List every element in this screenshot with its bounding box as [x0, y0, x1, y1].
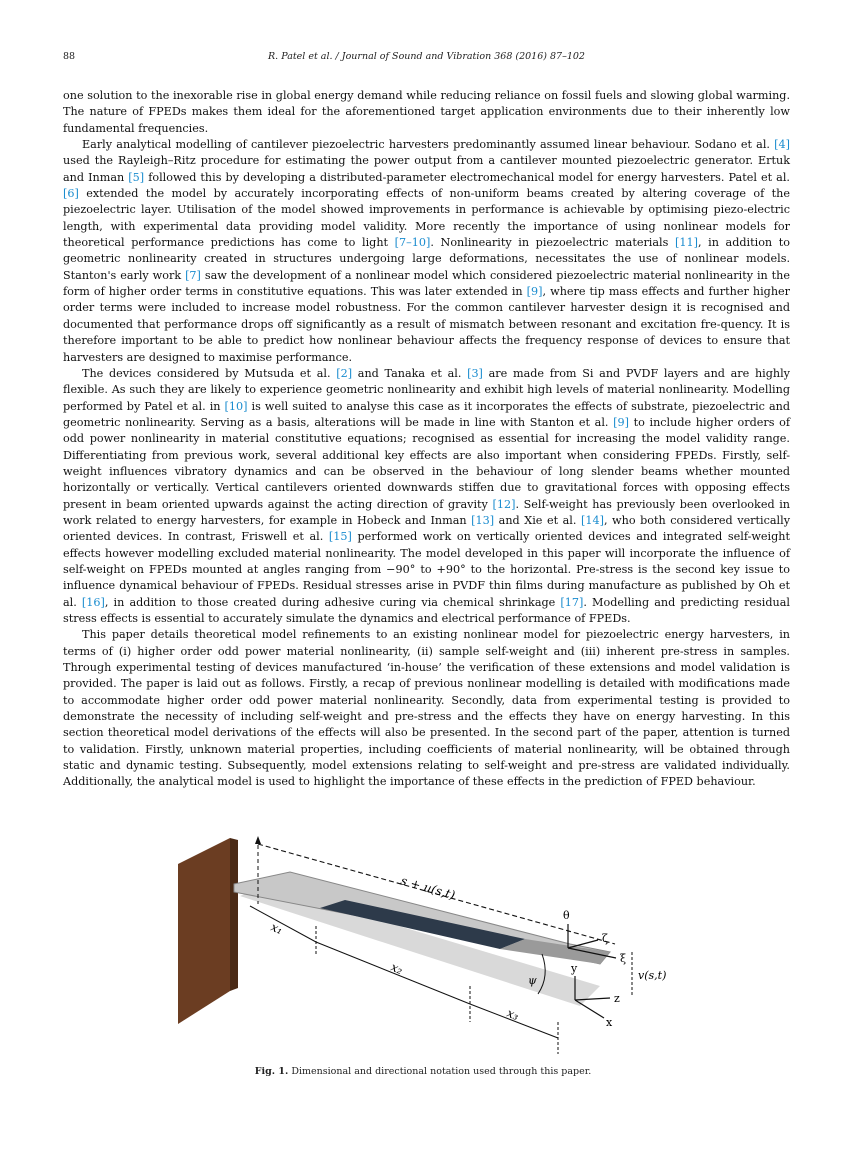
citation-link[interactable]: [5]	[128, 170, 145, 184]
paragraph-text: , in addition to geometric nonlinearity created in structures undergoing large deformations, necessitates the use of nonlinear models. Stanton's early work	[63, 236, 790, 282]
figure-1-diagram	[170, 826, 690, 1062]
citation-link[interactable]: [10]	[224, 399, 248, 413]
page-number: 88	[63, 51, 76, 62]
paragraph-text: , in addition to those created during adhesive curing via chemical shrinkage	[104, 595, 561, 609]
x-label: x	[606, 1016, 613, 1029]
citation-link[interactable]: [7]	[185, 268, 201, 282]
paragraph	[63, 366, 790, 628]
page-header	[63, 51, 790, 67]
citation-link[interactable]: [13]	[471, 513, 495, 527]
paragraph-text: are made from Si and PVDF layers and are highly flexible. As such they are likely to experience geometric nonlinearity and exhibit high levels of material nonlinearity. Modelling performed by Patel et al. in	[63, 366, 790, 413]
paragraph-text: performed work on vertically oriented devices and integrated self-weight effects however modelling excluded material nonlinearity. The model developed in this paper will incorporate the influence of self-weight on FPEDs mounted at angles ranging from −90° to +90° to the horizontal. Pre-stress is the second key issue to influence dynamical behaviour of FPEDs. Residual stresses arise in PVDF thin films during manufacture as published by Oh et al.	[63, 530, 790, 609]
clamp-block	[178, 838, 230, 1024]
psi-label: ψ	[528, 974, 537, 987]
clamp-side	[230, 838, 238, 991]
paragraph	[63, 627, 790, 790]
x1-label: x₁	[268, 919, 285, 938]
citation-link[interactable]: [16]	[81, 595, 105, 609]
y-label: y	[571, 962, 578, 975]
figure-caption	[0, 1066, 846, 1077]
citation-link[interactable]: [9]	[526, 285, 543, 299]
paragraph-text: is well suited to analyse this case as it incorporates the effects of substrate, piezoelectric and geometric nonlinearity. Serving as a basis, alterations will be made in line with Stanton et al.	[63, 399, 790, 429]
running-title: R. Patel et al. / Journal of Sound and Vibration 368 (2016) 87–102	[268, 51, 585, 62]
paragraph-text: This paper details theoretical model refinements to an existing nonlinear model for piezoelectric energy harvesters, in terms of (i) higher order odd power material nonlinearity, (ii) sample self-weight and (iii) inherent pre-stress in samples. Through experimental testing of devices manufactured ‘in-house’ the verification of these extensions and model validation is provided. The paper is laid out as follows. Firstly, a recap of previous nonlinear modelling is detailed with modifications made to accommodate higher order odd power material nonlinearity. Secondly, data from experimental testing is provided to demonstrate the necessity of including self-weight and pre-stress and the effects they have on energy harvesting. In this section theoretical model derivations of the effects will also be presented. In the second part of the paper, attention is turned to validation. Firstly, unknown material properties, including coefficients of material nonlinearity, will be obtained through static and dynamic testing. Subsequently, model extensions relating to self-weight and pre-stress are validated individually. Additionally, the analytical model is used to highlight the importance of these effects in the prediction of FPED behaviour.	[63, 628, 790, 789]
paragraph-text: and Tanaka et al.	[352, 366, 468, 380]
citation-link[interactable]: [6]	[63, 187, 79, 201]
paragraph-text: . Self-weight has previously been overlooked in work related to energy harvesters, for example in Hobeck and Inman	[63, 497, 791, 527]
paragraph-text: used the Rayleigh–Ritz procedure for estimating the power output from a cantilever mounted piezoelectric generator. Ertuk and Inman	[63, 154, 790, 184]
paragraph-text: . Nonlinearity in piezoelectric materials	[430, 236, 675, 250]
arc-length-label: s + u(s,t)	[399, 873, 457, 903]
body-text	[63, 88, 790, 791]
arrow-head	[255, 836, 261, 844]
citation-link[interactable]: [14]	[580, 513, 604, 527]
paragraph	[63, 137, 790, 366]
v-label: v(s,t)	[638, 969, 667, 982]
zeta-label: ζ	[602, 932, 608, 945]
x3-label: x₃	[504, 1005, 521, 1024]
paragraph-text: Early analytical modelling of cantilever piezoelectric harvesters predominantly assumed linear behaviour. Sodano et al.	[82, 138, 775, 152]
paragraph-text: . Modelling and predicting residual stress effects is essential to accurately simulate the dynamics and electrical performance of FPEDs.	[63, 595, 790, 625]
caption-text: Dimensional and directional notation used through this paper.	[291, 1066, 592, 1077]
paragraph-text: to include higher orders of odd power nonlinearity in material constitutive equations; recognised as essential for increasing the model validity range. Differentiating from previous work, several additional key effects are also important when considering FPEDs. Firstly, self-weight influences vibratory dynamics and can be observed in the behaviour of long slender beams whether mounted horizontally or vertically. Vertical cantilevers oriented downwards stiffen due to gravitational forces with opposing effects present in beam oriented upwards against the acting direction of gravity	[63, 415, 790, 511]
caption-label: Fig. 1.	[254, 1066, 289, 1077]
paragraph-text: followed this by developing a distributed-parameter electromechanical model for energy harvesters. Patel et al.	[144, 170, 790, 184]
paragraph-text: , where tip mass effects and further higher order terms were included to increase model robustness. For the common cantilever harvester design it is recognised and documented that performance drops off significantly as a result of mismatch between resonant and excitation fre-quency. It is therefore important to be able to predict how nonlinear behaviour affects the frequency response of devices to ensure that harvesters are designed to maximise performance.	[63, 285, 790, 364]
x2-label: x₂	[388, 959, 405, 978]
citation-link[interactable]: [17]	[560, 595, 584, 609]
x-axis	[575, 1000, 604, 1018]
z-label: z	[614, 992, 620, 1005]
citation-link[interactable]: [7–10]	[394, 236, 431, 250]
citation-link[interactable]: [2]	[336, 366, 353, 380]
citation-link[interactable]: [9]	[613, 415, 629, 429]
paragraph-text: one solution to the inexorable rise in global energy demand while reducing reliance on fossil fuels and slowing global warming. The nature of FPEDs makes them ideal for the aforementioned target application environments due to their inherently low fundamental frequencies.	[63, 89, 790, 135]
paragraph	[63, 88, 790, 137]
paragraph-text: and Xie et al.	[494, 513, 581, 527]
citation-link[interactable]: [12]	[492, 497, 516, 511]
xi-label: ξ	[620, 952, 627, 965]
citation-link[interactable]: [15]	[328, 530, 352, 544]
paragraph-text: extended the model by accurately incorporating effects of non-uniform beams created by altering coverage of the piezoelectric layer. Utilisation of the model showed improvements in performance is achievable by optimising piezo-electric length, with experimental data providing model validity. More recently the importance of using nonlinear models for theoretical performance predictions has come to light	[63, 187, 790, 250]
citation-link[interactable]: [11]	[675, 236, 698, 250]
paragraph-text: , who both considered vertically oriented devices. In contrast, Friswell et al.	[63, 513, 791, 544]
paragraph-text: The devices considered by Mutsuda et al.	[82, 366, 337, 380]
theta-label: θ	[563, 909, 570, 922]
paragraph-text: saw the development of a nonlinear model which considered piezoelectric material nonlinearity in the form of higher order terms in constitutive equations. This was later extended in	[63, 268, 790, 299]
citation-link[interactable]: [3]	[467, 366, 483, 380]
citation-link[interactable]: [4]	[774, 138, 790, 152]
